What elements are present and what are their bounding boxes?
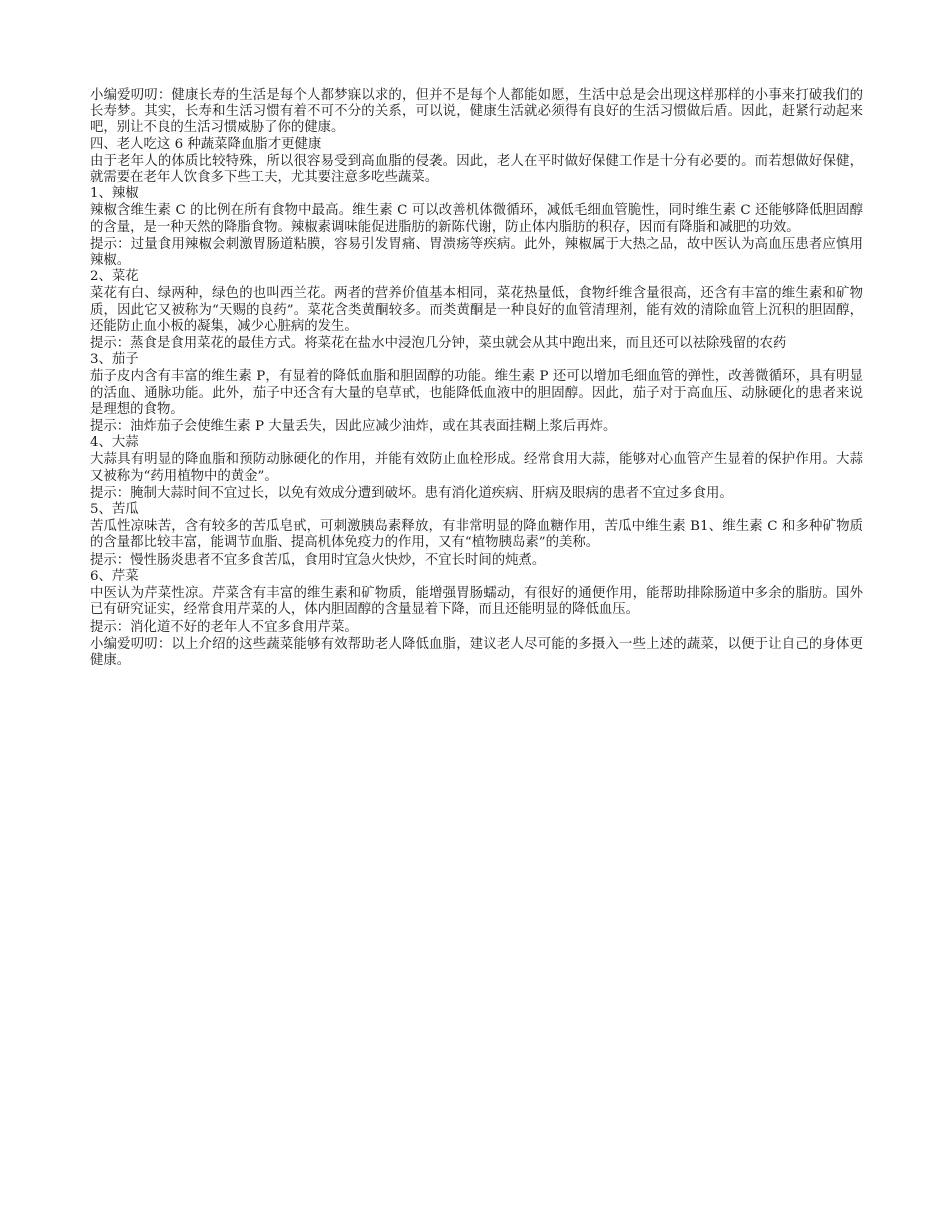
section-title: 四、老人吃这 6 种蔬菜降血脂才更健康: [90, 136, 322, 152]
item-tip-celery: 提示：消化道不好的老年人不宜多食用芹菜。: [90, 619, 358, 635]
intro-paragraph: 小编爱叨叨：健康长寿的生活是每个人都梦寐以求的，但并不是每个人都能如愿，生活中总是会出现这样那样的小事来打破我们的长寿梦。其实，长寿和生活习惯有着不可不分的关系，可以说，健康生活就必须得有良好的生活习惯做后盾。因此，赶紧行动起来吧，别让不良的生活习惯威胁了你的健康。: [90, 88, 863, 136]
item-title-bitter-melon: 5、苦瓜: [90, 502, 139, 518]
item-body-cauliflower: 菜花有白、绿两种，绿色的也叫西兰花。两者的营养价值基本相同，菜花热量低，食物纤维含量很高，还含有丰富的维生素和矿物质，因此它又被称为“天赐的良药”。菜花含类黄酮较多。而类黄酮是一种良好的血管清理剂，能有效的清除血管上沉积的胆固醇，还能防止血小板的凝集，减少心脏病的发生。: [90, 286, 863, 334]
item-title-celery: 6、芹菜: [90, 568, 139, 584]
item-title-cauliflower: 2、菜花: [90, 269, 139, 285]
closing-paragraph: 小编爱叨叨：以上介绍的这些蔬菜能够有效帮助老人降低血脂，建议老人尽可能的多摄入一些上述的蔬菜，以便于让自己的身体更健康。: [90, 636, 863, 668]
item-body-chili: 辣椒含维生素 C 的比例在所有食物中最高。维生素 C 可以改善机体微循环，减低毛细血管脆性，同时维生素 C 还能够降低胆固醇的含量，是一种天然的降脂食物。辣椒素调味能促进脂肪的新陈代谢，防止体内脂肪的积存，因而有降脂和减肥的功效。: [90, 203, 863, 235]
item-title-eggplant: 3、茄子: [90, 352, 139, 368]
item-title-garlic: 4、大蒜: [90, 435, 139, 451]
item-tip-bitter-melon: 提示：慢性肠炎患者不宜多食苦瓜，食用时宜急火快炒，不宜长时间的炖煮。: [90, 552, 546, 568]
item-tip-chili: 提示：过量食用辣椒会刺激胃肠道粘膜，容易引发胃痛、胃溃疡等疾病。此外，辣椒属于大热之品，故中医认为高血压患者应慎用辣椒。: [90, 236, 863, 269]
item-tip-cauliflower: 提示：蒸食是食用菜花的最佳方式。将菜花在盐水中浸泡几分钟，菜虫就会从其中跑出来，而且还可以祛除残留的农药: [90, 336, 787, 352]
item-title-chili: 1、辣椒: [90, 186, 139, 202]
section-intro-paragraph: 由于老年人的体质比较特殊，所以很容易受到高血脂的侵袭。因此，老人在平时做好保健工作是十分有必要的。而若想做好保健，就需要在老年人饮食多下些工夫，尤其要注意多吃些蔬菜。: [90, 153, 863, 186]
item-tip-eggplant: 提示：油炸茄子会使维生素 P 大量丢失，因此应减少油炸，或在其表面挂糊上浆后再炸。: [90, 419, 617, 435]
item-body-garlic: 大蒜具有明显的降血脂和预防动脉硬化的作用，并能有效防止血栓形成。经常食用大蒜，能够对心血管产生显着的保护作用。大蒜又被称为“药用植物中的黄金”。: [90, 452, 863, 484]
item-body-bitter-melon: 苦瓜性凉味苦，含有较多的苦瓜皂甙，可刺激胰岛素释放，有非常明显的降血糖作用，苦瓜中维生素 B1、维生素 C 和多种矿物质的含量都比较丰富，能调节血脂、提高机体免疫力的作用，又有“植物胰岛素”的美称。: [90, 519, 863, 551]
item-body-celery: 中医认为芹菜性凉。芹菜含有丰富的维生素和矿物质，能增强胃肠蠕动，有很好的通便作用，能帮助排除肠道中多余的脂肪。国外已有研究证实，经常食用芹菜的人，体内胆固醇的含量显着下降，而且还能明显的降低血压。: [90, 586, 863, 618]
document-page: [90, 88, 863, 669]
item-body-eggplant: 茄子皮内含有丰富的维生素 P，有显着的降低血脂和胆固醇的功能。维生素 P 还可以增加毛细血管的弹性，改善微循环，具有明显的活血、通脉功能。此外，茄子中还含有大量的皂草甙，也能降低血液中的胆固醇。因此，茄子对于高血压、动脉硬化的患者来说是理想的食物。: [90, 369, 863, 417]
item-tip-garlic: 提示：腌制大蒜时间不宜过长，以免有效成分遭到破坏。患有消化道疾病、肝病及眼病的患者不宜过多食用。: [90, 485, 733, 501]
